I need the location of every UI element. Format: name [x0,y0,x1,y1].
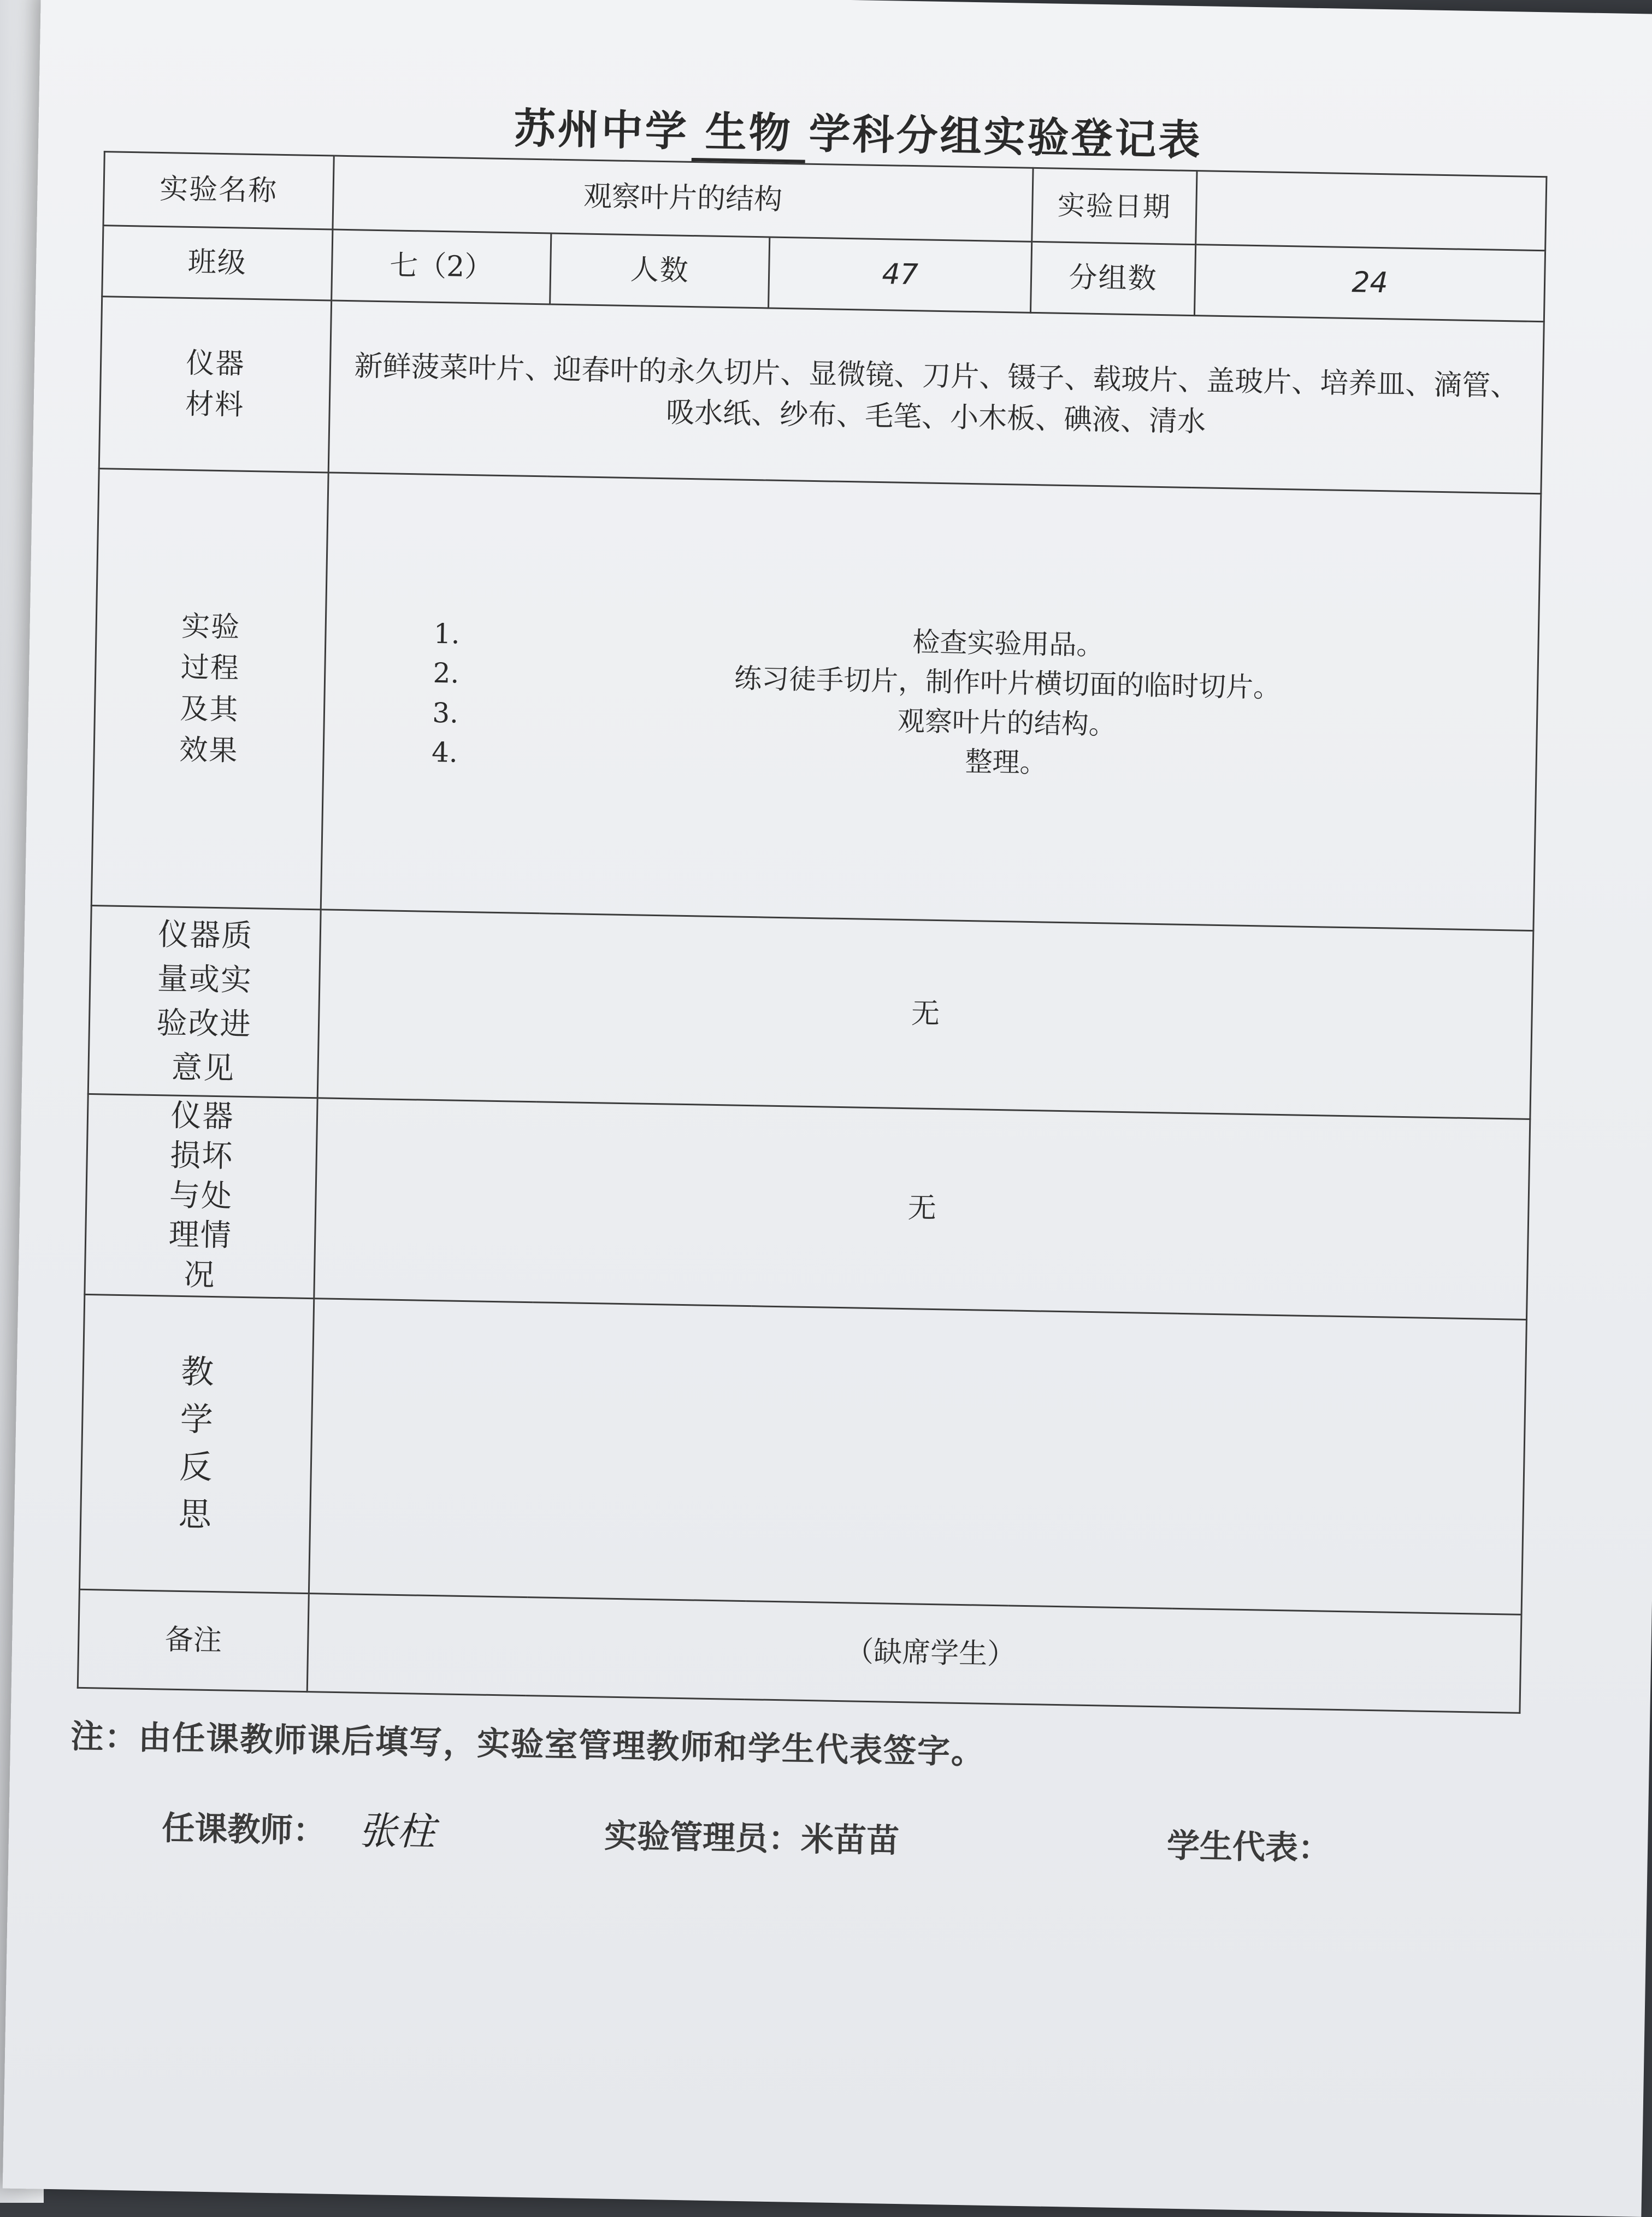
quality-value: 无 [317,910,1533,1119]
teacher-label: 任课教师： [161,1809,326,1850]
damage-label: 仪器损坏与处理情况 [85,1094,317,1298]
process-step-4: 4. 整理。 [466,733,1535,792]
reflection-label: 教学反思 [79,1294,314,1593]
materials-value: 新鲜菠菜叶片、迎春叶的永久切片、显微镜、刀片、镊子、载玻片、盖玻片、培养皿、滴管、吸水纸、纱布、毛笔、小木板、碘液、清水 [328,300,1544,494]
experiment-date-value[interactable] [1196,171,1547,251]
row-reflection [79,1294,1526,1614]
process-step-3: 3. 观察叶片的结构。 [467,693,1536,752]
signature-row [9,1800,1648,1868]
people-count-label: 人数 [550,233,770,308]
materials-label: 仪器材料 [99,297,331,473]
row-damage [85,1094,1530,1319]
process-label: 实验过程及其效果 [91,469,328,910]
admin-label: 实验管理员：米苗苗 [604,1817,900,1861]
footnote: 注：由任课教师课后填写，实验室管理教师和学生代表签字。 [70,1717,986,1772]
group-count-value: 24 [1194,245,1545,322]
process-step-2: 2. 练习徒手切片，制作叶片横切面的临时切片。 [468,654,1537,712]
group-count-label: 分组数 [1030,241,1195,315]
damage-value: 无 [314,1098,1530,1320]
teacher-signature: 张柱 [358,1808,435,1855]
registration-sheet [3,0,1652,2217]
experiment-name-value: 观察叶片的结构 [333,156,1033,241]
process-steps-cell [321,473,1541,931]
class-value: 七（2） [332,229,551,304]
process-steps-list [422,614,1537,791]
title-subject: 生物 [692,98,806,163]
quality-label: 仪器质量或实验改进意见 [88,905,321,1098]
registration-form-table [77,151,1548,1714]
class-label: 班级 [102,226,333,300]
reflection-value[interactable] [309,1299,1526,1615]
remark-label: 备注 [78,1589,309,1691]
process-step-1: 1. 检查实验用品。 [468,614,1537,673]
people-count-value: 47 [769,237,1032,312]
experiment-name-label: 实验名称 [103,152,334,229]
row-quality [88,905,1533,1119]
experiment-date-label: 实验日期 [1032,168,1197,244]
title-suffix: 学科分组实验登记表 [808,109,1203,165]
row-process [91,469,1541,931]
row-materials [99,297,1544,494]
student-rep-label: 学生代表： [1166,1826,1331,1868]
remark-value: （缺席学生） [307,1594,1521,1713]
title-prefix: 苏州中学 [513,104,689,156]
